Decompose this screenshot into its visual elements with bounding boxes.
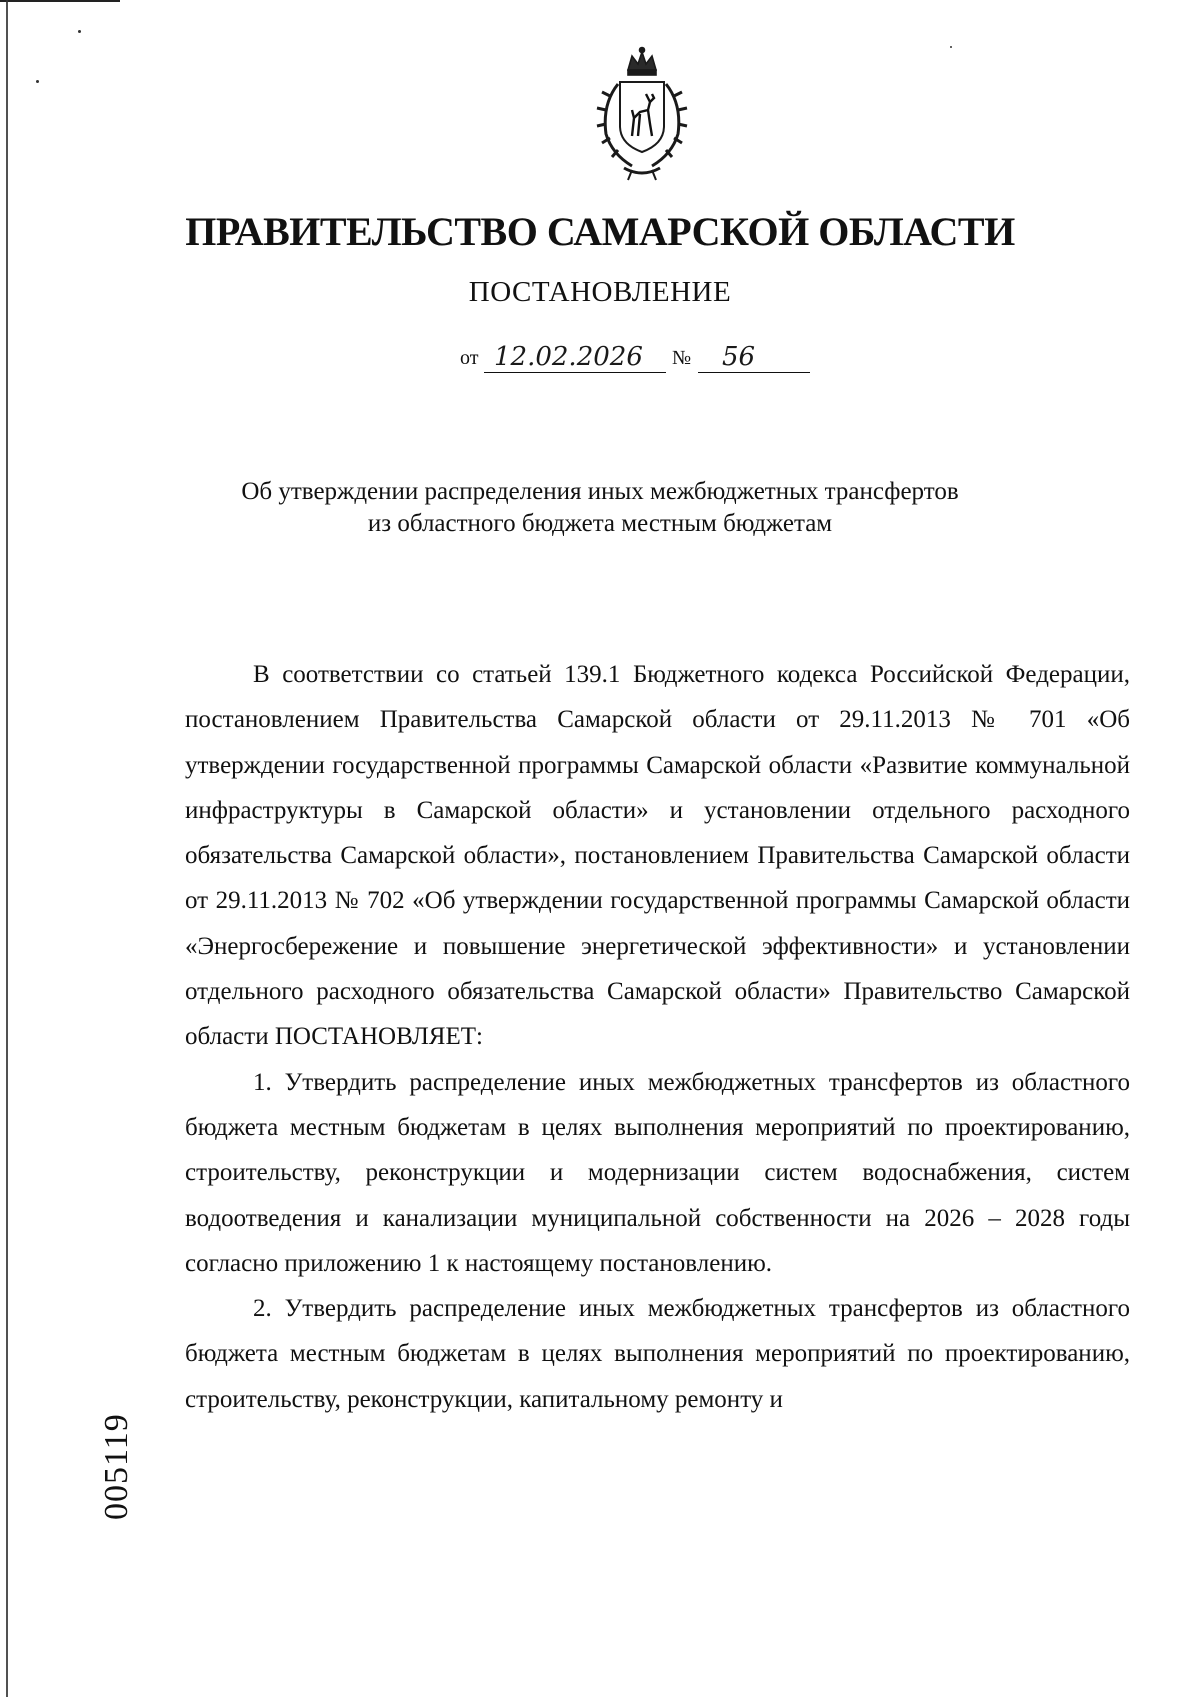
organization-title: ПРАВИТЕЛЬСТВО САМАРСКОЙ ОБЛАСТИ (185, 209, 1015, 254)
date-prefix: от (460, 347, 479, 369)
scan-speck (36, 80, 39, 83)
handwritten-date: 12.02.2026 (494, 342, 643, 372)
registration-number: 005119 (98, 1413, 135, 1520)
number-underline (698, 372, 810, 373)
coat-of-arms-icon (588, 44, 696, 184)
document-subject (0, 476, 1200, 540)
item-paragraph: 1. Утвердить распределение иных межбюджетных трансфертов из областного бюджета местным бюджетам в целях выполнения мероприятий по проектированию, строительству, реконструкции и модернизации систем водоснабжения, систем водоотведения и канализации муниципальной собственности на 2026 – 2028 годы согласно приложению 1 к настоящему постановлению. (185, 1068, 1130, 1277)
scan-speck (78, 30, 81, 33)
item-paragraph: 2. Утвердить распределение иных межбюджетных трансфертов из областного бюджета местным бюджетам в целях выполнения мероприятий по проектированию, строительству, реконструкции, капитальному ремонту и (185, 1295, 1130, 1413)
subject-line: из областного бюджета местным бюджетам (367, 510, 833, 537)
number-prefix: № (672, 347, 692, 369)
scan-edge-top (0, 0, 120, 2)
date-number-line (460, 336, 860, 376)
handwritten-number: 56 (722, 342, 756, 372)
document-type: ПОСТАНОВЛЕНИЕ (468, 276, 732, 308)
document-body (185, 652, 1130, 1422)
subject-line: Об утверждении распределения иных межбюджетных трансфертов (241, 478, 959, 505)
preamble-paragraph: В соответствии со статьей 139.1 Бюджетного кодекса Российской Федерации, постановлением Правительства Самарской области от 29.11.2013 № 701 «Об утверждении государственной программы Самарской области «Развитие коммунальной инфраструктуры в Самарской области» и установлении отдельного расходного обязательства Самарской области», постановлением Правительства Самарской области от 29.11.2013 № 702 «Об утверждении государственной программы Самарской области «Энергосбережение и повышение энергетической эффективности» и установлении отдельного расходного обязательства Самарской области» Правительство Самарской области ПОСТАНОВЛЯЕТ: (185, 661, 1130, 1051)
scan-speck (950, 46, 952, 48)
date-underline (484, 372, 666, 373)
